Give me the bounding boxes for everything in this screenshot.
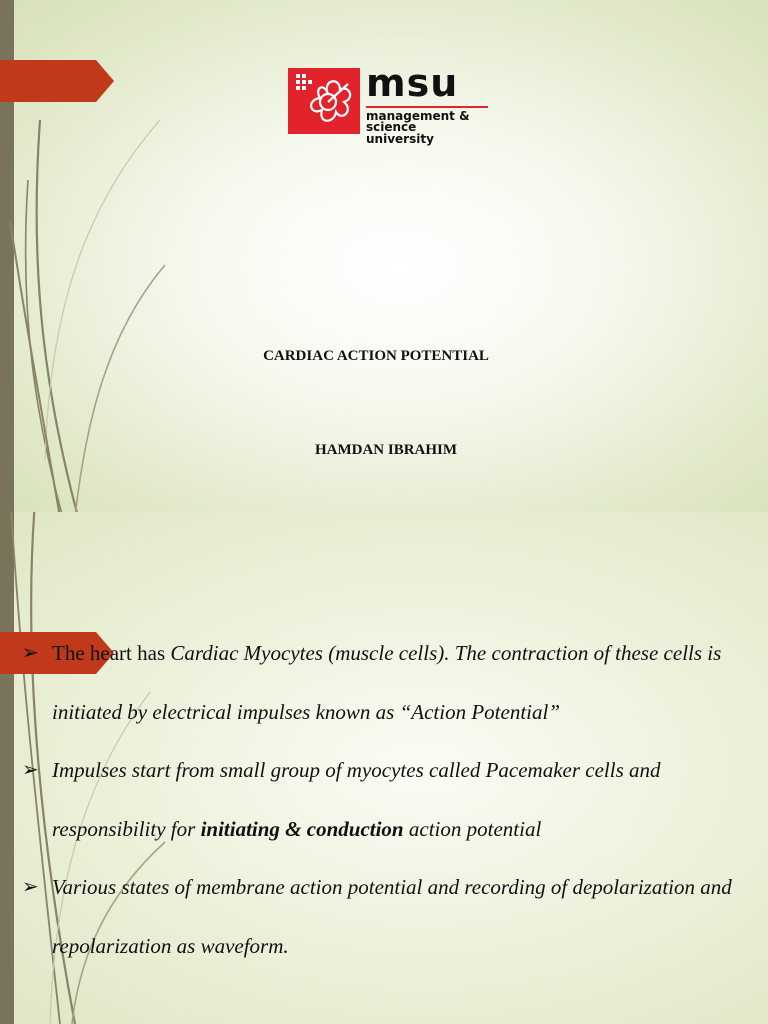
logo-brand: msu (366, 61, 459, 105)
arrow-bullet-icon: ➢ (22, 759, 39, 781)
logo-underline (366, 106, 488, 108)
msu-logo (288, 61, 488, 146)
slide-title: CARDIAC ACTION POTENTIAL (263, 348, 489, 364)
red-tab (0, 60, 114, 102)
bullet-text-italic: Cardiac Myocytes (muscle cells). The contraction of these cells is initiated by electrical impulses known as “Action Potential” (52, 641, 722, 724)
bullet-item (22, 858, 742, 975)
bullet-item (22, 741, 742, 858)
content-slide (0, 512, 768, 1024)
bullet-text-bold: initiating & conduction (200, 816, 404, 841)
bullet-text-italic: Impulses start from small group of myocytes called Pacemaker cells and responsibility for (52, 758, 661, 841)
bullet-list (22, 624, 742, 975)
arrow-bullet-icon: ➢ (22, 876, 39, 898)
logo-tagline-2: science university (366, 120, 434, 146)
author-name: HAMDAN IBRAHIM (314, 442, 458, 458)
hibiscus-logo-icon (288, 68, 360, 134)
bullet-text-italic: action potential (403, 816, 542, 841)
bullet-text: The heart has (52, 641, 171, 665)
bullet-item (22, 624, 742, 741)
logo-tagline-1: management & (366, 109, 470, 123)
bullet-text-italic: Various states of membrane action potential and recording of depolarization and repolarization as waveform. (52, 875, 732, 958)
arrow-bullet-icon: ➢ (22, 642, 39, 664)
